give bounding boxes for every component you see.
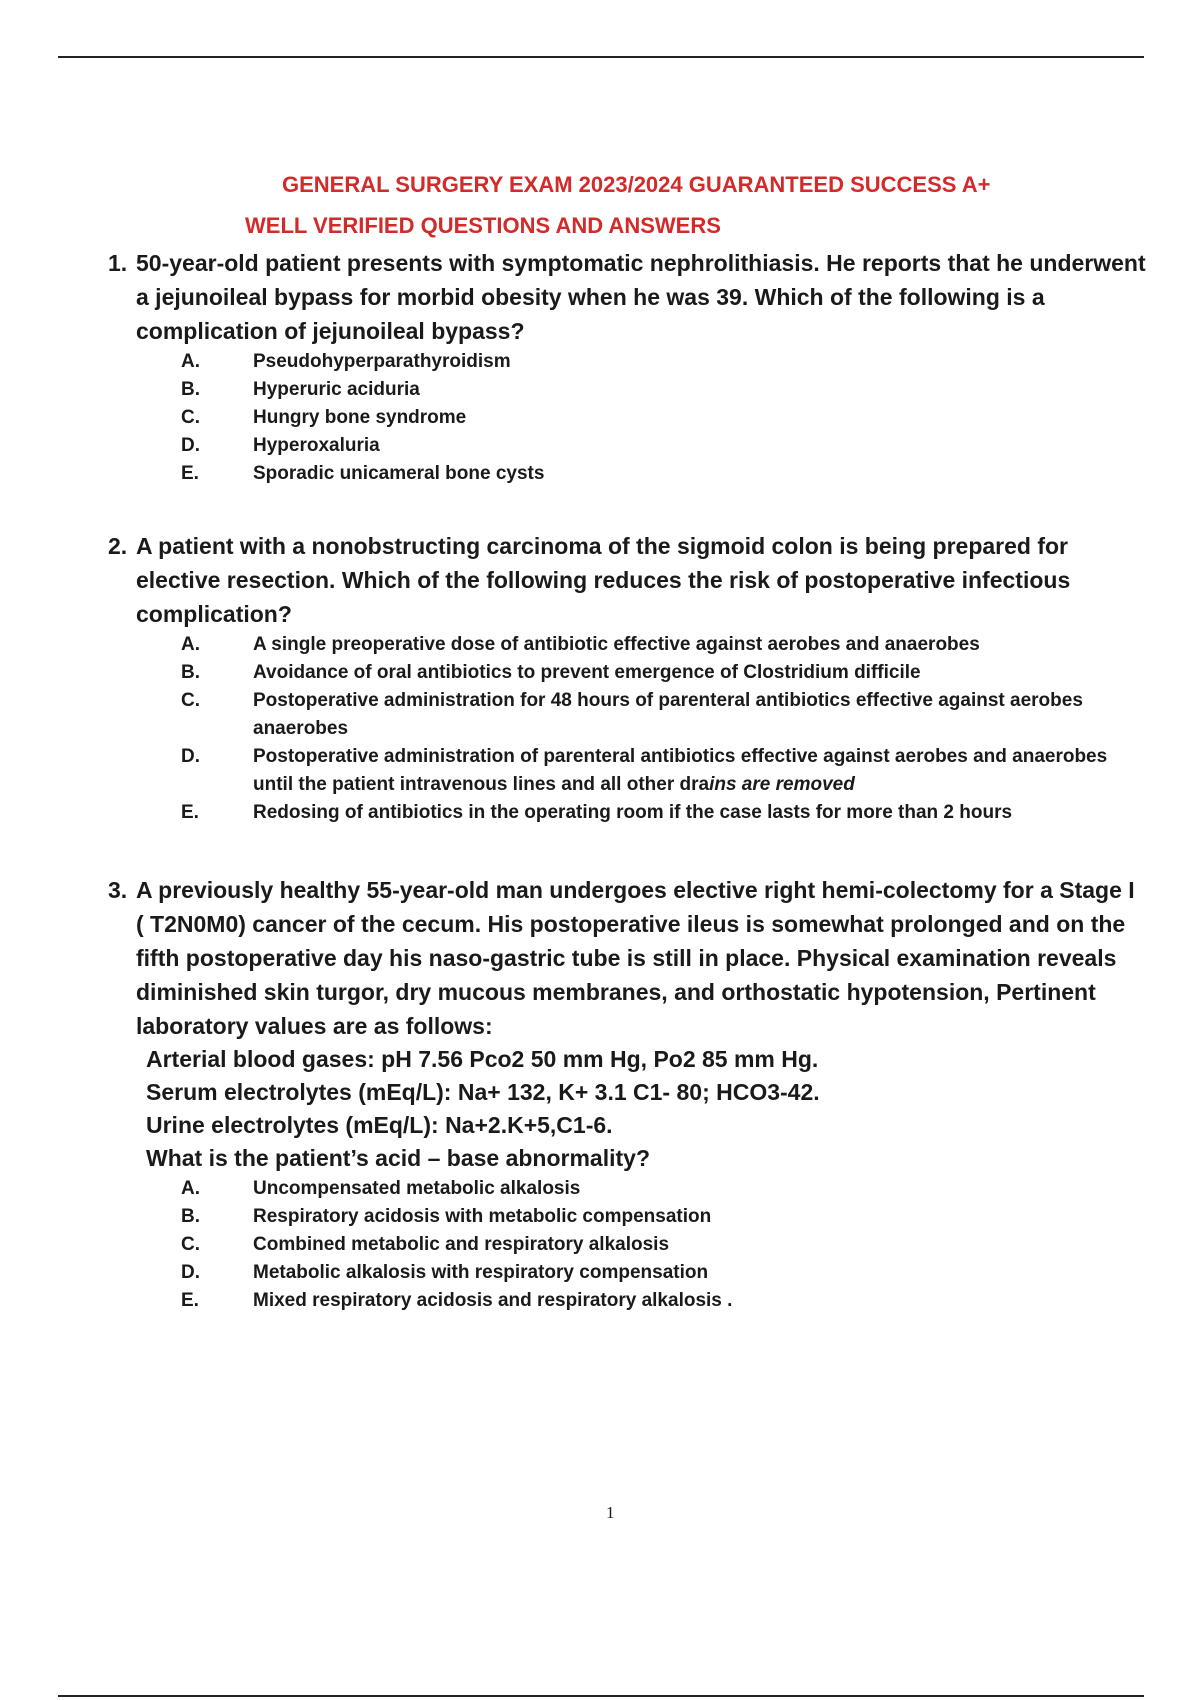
option-text: Postoperative administration for 48 hours of parenteral antibiotics effective against aerobes anaerobes <box>253 690 1083 739</box>
option-letter: E. <box>181 463 199 484</box>
answer-option <box>108 432 1148 460</box>
document-title-line1: GENERAL SURGERY EXAM 2023/2024 GUARANTEED SUCCESS A+ <box>282 172 991 197</box>
question-text <box>108 873 1148 1043</box>
question-stem: 50-year-old patient presents with symptomatic nephrolithiasis. He reports that he underwent a jejunoileal bypass for morbid obesity when he was 39. Which of the following is a complication of jejunoileal bypass? <box>136 250 1146 344</box>
answer-option <box>108 1175 1148 1203</box>
option-text: Respiratory acidosis with metabolic compensation <box>253 1206 712 1227</box>
option-text: Pseudohyperparathyroidism <box>253 351 511 372</box>
question-prompt: What is the patient’s acid – base abnormality? <box>146 1145 650 1171</box>
answer-option <box>108 1231 1148 1259</box>
answer-option <box>108 687 1148 743</box>
answer-option <box>108 460 1148 488</box>
document-title-line2: WELL VERIFIED QUESTIONS AND ANSWERS <box>245 213 721 238</box>
answer-option <box>108 631 1148 659</box>
top-rule <box>58 56 1144 58</box>
option-letter: A. <box>181 634 200 655</box>
option-letter: C. <box>181 407 200 428</box>
answer-option <box>108 404 1148 432</box>
option-text: A single preoperative dose of antibiotic effective against aerobes and anaerobes <box>253 634 980 655</box>
lab-values-urine: Urine electrolytes (mEq/L): Na+2.K+5,C1-6. <box>146 1112 613 1138</box>
option-letter: B. <box>181 662 200 683</box>
option-text-italic: ins are removed <box>709 774 855 795</box>
option-text: Hyperuric aciduria <box>253 379 420 400</box>
question-number: 2. <box>108 533 128 559</box>
lab-values-serum: Serum electrolytes (mEq/L): Na+ 132, K+ 3.1 C1- 80; HCO3-42. <box>146 1079 820 1105</box>
answer-options <box>108 631 1148 827</box>
answer-option <box>108 1287 1148 1315</box>
option-text: Hungry bone syndrome <box>253 407 467 428</box>
option-letter: B. <box>181 379 200 400</box>
question-1 <box>108 246 1148 488</box>
option-text: Hyperoxaluria <box>253 435 380 456</box>
question-stem: A previously healthy 55-year-old man undergoes elective right hemi-colectomy for a Stage I ( T2N0M0) cancer of the cecum. His postoperative ileus is somewhat prolonged and on the fifth postoperative day his naso-gastric tube is still in place. Physical examination reveals diminished skin turgor, dry mucous membranes, and orthostatic hypotension, Pertinent laboratory values are as follows: <box>136 877 1135 1039</box>
question-stem: A patient with a nonobstructing carcinoma of the sigmoid colon is being prepared for elective resection. Which of the following reduces the risk of postoperative infectious complication? <box>136 533 1071 627</box>
question-3 <box>108 873 1148 1315</box>
option-letter: A. <box>181 1178 200 1199</box>
option-text: Combined metabolic and respiratory alkalosis <box>253 1234 670 1255</box>
option-text: Avoidance of oral antibiotics to prevent emergence of Clostridium difficile <box>253 662 921 683</box>
option-letter: C. <box>181 690 200 711</box>
answer-option <box>108 659 1148 687</box>
question-2 <box>108 529 1148 827</box>
answer-option <box>108 1203 1148 1231</box>
question-text <box>108 246 1148 348</box>
option-text: Mixed respiratory acidosis and respiratory alkalosis . <box>253 1290 733 1311</box>
page-number: 1 <box>606 1503 615 1522</box>
answer-option <box>108 376 1148 404</box>
bottom-rule <box>58 1695 1144 1697</box>
lab-values-abg: Arterial blood gases: pH 7.56 Pco2 50 mm Hg, Po2 85 mm Hg. <box>146 1046 819 1072</box>
answer-option <box>108 1259 1148 1287</box>
option-letter: E. <box>181 802 199 823</box>
option-letter: B. <box>181 1206 200 1227</box>
option-letter: D. <box>181 746 200 767</box>
answer-options <box>108 348 1148 488</box>
question-text <box>108 529 1148 631</box>
option-letter: A. <box>181 351 200 372</box>
option-letter: D. <box>181 435 200 456</box>
option-text: Sporadic unicameral bone cysts <box>253 463 545 484</box>
answer-options <box>108 1175 1148 1315</box>
option-letter: E. <box>181 1290 199 1311</box>
option-text: Postoperative administration of parenteral antibiotics effective against aerobes and anaerobes until the patient intravenous lines and all other dra <box>253 746 1108 795</box>
option-text: Metabolic alkalosis with respiratory compensation <box>253 1262 709 1283</box>
option-text: Redosing of antibiotics in the operating room if the case lasts for more than 2 hours <box>253 802 1013 823</box>
question-number: 3. <box>108 877 128 903</box>
answer-option <box>108 799 1148 827</box>
option-letter: C. <box>181 1234 200 1255</box>
answer-option <box>108 348 1148 376</box>
option-text: Uncompensated metabolic alkalosis <box>253 1178 581 1199</box>
option-letter: D. <box>181 1262 200 1283</box>
question-number: 1. <box>108 250 128 276</box>
answer-option <box>108 743 1148 799</box>
